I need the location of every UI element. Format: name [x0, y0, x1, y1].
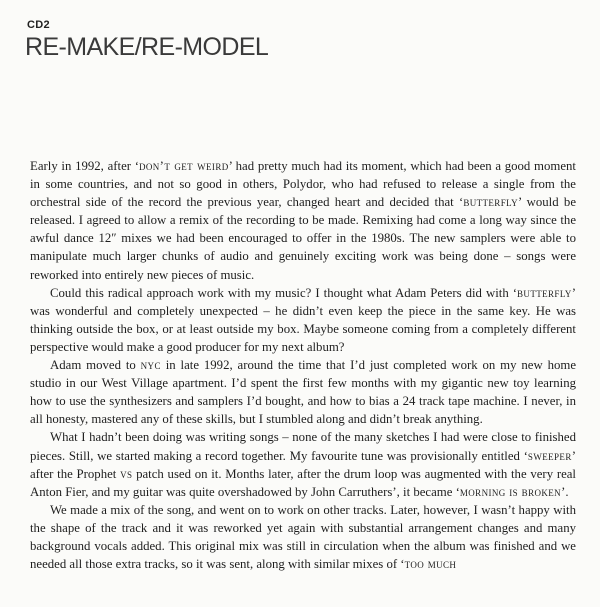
small-caps-title: vs	[120, 466, 133, 481]
small-caps-title: nyc	[140, 358, 161, 373]
small-caps-title: don’t get weird	[138, 159, 229, 173]
small-caps-title: morning is broken	[459, 484, 562, 499]
small-caps-title: sweeper	[527, 448, 572, 463]
paragraph: Adam moved to nyc in late 1992, around the time that I’d just completed work on my new home studio in our West Village apartment. I’d spent the first few months with my gigantic new toy learning how to use the synthesizers and samplers I’d bought, and how to bias a 24 track tape machine. I never, in all honesty, mastered any of these skills, but I stumbled along and didn’t break anything.	[30, 358, 577, 427]
small-caps-title: too much	[404, 557, 457, 572]
paragraph: What I hadn’t been doing was writing songs – none of the many sketches I had were close to finished pieces. Still, we started making a record together. My favourite tune was provisionally entitled ‘sweeper’ after the Prophet vs patch used on it. Months later, after the drum loop was augmented with the very real Anton Fier, and my guitar was quite overshadowed by John Carruthers’, it became ‘morning is broken’.	[30, 430, 576, 499]
body-text	[30, 157, 576, 573]
page-title: RE-MAKE/RE-MODEL	[25, 33, 269, 61]
paragraph: We made a mix of the song, and went on to work on other tracks. Later, however, I wasn’t happy with the shape of the track and it was reworked yet again with substantial arrangement changes and many background vocals added. This original mix was still in circulation when the album was finished and we needed all those extra tracks, so it was sent, along with similar mixes of ‘too much	[30, 502, 576, 572]
small-caps-title: butterfly	[463, 195, 519, 210]
small-caps-title: butterfly	[517, 285, 572, 300]
disc-label: CD2	[27, 19, 50, 31]
paragraph: Could this radical approach work with my music? I thought what Adam Peters did with ‘butterfly’ was wonderful and completely unexpected – he didn’t even keep the piece in the same key. He was thinking outside the box, or at least outside my box. Maybe someone coming from a completely different perspective would make a good producer for my next album?	[30, 285, 576, 354]
paragraph: Early in 1992, after ‘don’t get weird’ had pretty much had its moment, which had been a good moment in some countries, and not so good in others, Polydor, who had refused to release a single from the orchestral side of the record the previous year, changed heart and decided that ‘butterfly’ would be released. I agreed to allow a remix of the recording to be made. Remixing had come a long way since the awful dance 12″ mixes we had been encouraged to offer in the 1980s. The new samplers were able to manipulate much larger chunks of audio and genuinely exciting work was being done – songs were reworked into entirely new pieces of music.	[30, 159, 577, 282]
